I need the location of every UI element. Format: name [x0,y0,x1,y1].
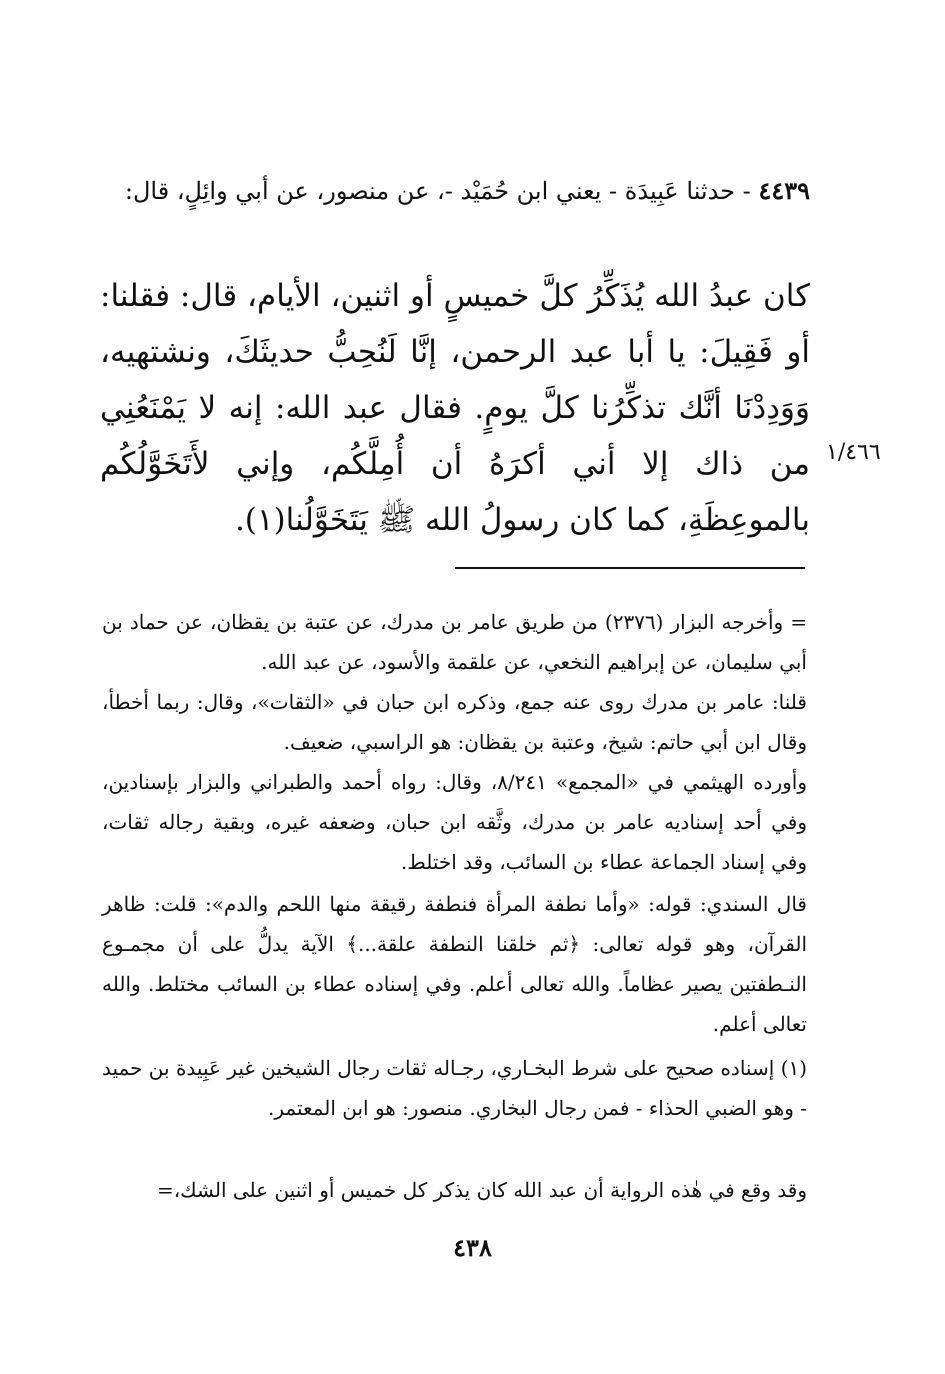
footnote-paragraph [102,1048,807,1128]
hadith-isnad: - حدثنا عَبِيدَة - يعني ابن حُمَيْد -، عن منصور، عن أبي وائِلٍ، قال: [124,177,751,205]
matn-text: كان عبدُ الله يُذَكِّرُ كلَّ خميسٍ أو اثنين، الأيام، قال: فقلنا: أو فَقِيلَ: يا أبا عبد الرحمن، إنَّا لَنُحِبُّ حديثَكَ، ونشتهيه، وَوَدِدْنَا أنَّك تذكِّرُنا كلَّ يومٍ. فقال عبد الله: إنه لا يَمْنَعُنِي من ذاك إلا أني أكرَهُ أن أُمِلَّكُم، وإني لأَتَخَوَّلُكُم بالموعِظَةِ، كما كان رسولُ الله ﷺ يَتَخَوَّلُنا(١). [100,278,810,538]
footnote-text: وقد وقع في هٰذه الرواية أن عبد الله كان يذكر كل خميس أو اثنين على الشك،= [156,1178,807,1202]
footnote-text: (١) إسناده صحيح على شرط البخـاري، رجـاله ثقات رجال الشيخين غير عَبِيدة بن حميد - وهو الضبي الحذاء - فمن رجال البخاري. منصور: هو ابن المعتمر. [101,1056,807,1120]
footnote-text: قال السندي: قوله: «وأما نطفة المرأة فنطفة رقيقة منها اللحم والدم»: قلت: ظاهر القرآن، وهو قوله تعالى: ﴿ثم خلقنا النطفة علقة...﴾ الآية يدلُّ على أن مجمـوع النـطفتين يصير عظاماً. والله تعالى أعلم. وفي إسناده عطاء بن السائب مختلط. والله تعالى أعلم. [102,892,807,1036]
margin-volume-page-reference: ١/٤٦٦ [826,440,881,465]
footnote-divider [455,567,805,569]
hadith-matn [100,268,810,548]
footnote-paragraph [102,602,807,682]
footnote-paragraph [102,884,807,1044]
footnote-text: = وأخرجه البزار (٢٣٧٦) من طريق عامر بن مدرك، عن عتبة بن يقظان، عن حماد بن أبي سليمان، عن إبراهيم النخعي، عن علقمة والأسود، عن عبد الله. [102,610,807,674]
footnote-paragraph [102,762,807,882]
footnote-text: وأورده الهيثمي في «المجمع» ٨/٢٤١، وقال: رواه أحمد والطبراني والبزار بإسنادين، وفي أحد إسناديه عامر بن مدرك، وثَّقه ابن حبان، وضعفه غيره، وبقية رجاله ثقات، وفي إسناد الجماعة عطاء بن السائب، وقد اختلط. [102,770,807,874]
footnote-paragraph [102,1170,807,1210]
hadith-number: ٤٤٣٩ [758,176,810,205]
page-number: ٤٣٨ [453,1233,492,1262]
footnote-paragraph [102,682,807,762]
hadith-heading [100,168,810,214]
footnote-text: قلنا: عامر بن مدرك روى عنه جمع، وذكره ابن حبان في «الثقات»، وقال: ربما أخطأ، وقال ابن أبي حاتم: شيخ، وعتبة بن يقظان: هو الراسبي، ضعيف. [102,690,807,754]
